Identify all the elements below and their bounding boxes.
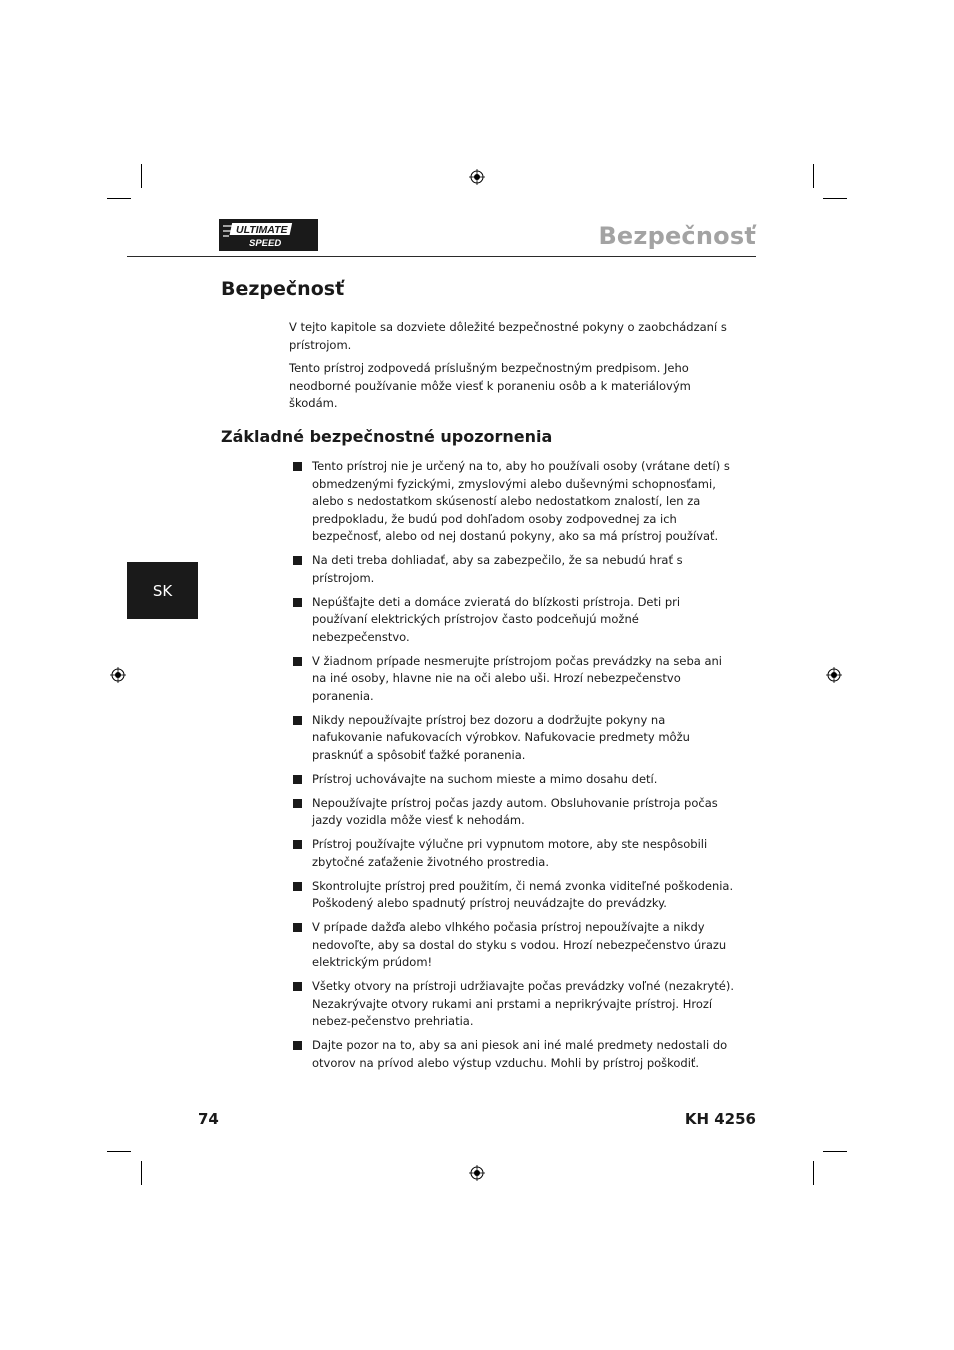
- square-bullet-icon: [293, 598, 302, 607]
- intro-text: [289, 319, 729, 419]
- square-bullet-icon: [293, 1041, 302, 1050]
- list-item: [293, 878, 736, 913]
- crop-mark-top-left-horizontal: [107, 198, 131, 199]
- square-bullet-icon: [293, 840, 302, 849]
- crop-mark-bottom-left-horizontal: [107, 1151, 131, 1152]
- crop-mark-bottom-right-vertical: [813, 1161, 814, 1185]
- crop-mark-top-right-vertical: [813, 164, 814, 188]
- list-item-text: Prístroj používajte výlučne pri vypnutom motore, aby ste nespôsobili zbytočné zaťaženie životného prostredia.: [312, 837, 708, 869]
- list-item: [293, 978, 736, 1031]
- list-item-text: Prístroj uchovávajte na suchom mieste a mimo dosahu detí.: [312, 771, 658, 786]
- square-bullet-icon: [293, 462, 302, 471]
- list-item: [293, 771, 736, 789]
- svg-text:ULTIMATE: ULTIMATE: [236, 224, 288, 236]
- svg-text:SPEED: SPEED: [249, 238, 282, 249]
- list-item: [293, 458, 736, 546]
- crop-mark-bottom-right-horizontal: [823, 1151, 847, 1152]
- language-tab-label: SK: [152, 581, 173, 600]
- list-item-text: Všetky otvory na prístroji udržiavajte počas prevádzky voľné (nezakryté). Nezakrývajte otvory rukami ani prstami a neprikrývajte prístroj. Hrozí nebez-pečenstvo prehriatia.: [312, 979, 735, 1028]
- list-item-text: Na deti treba dohliadať, aby sa zabezpečilo, že sa nebudú hrať s prístrojom.: [312, 553, 683, 585]
- list-item: [293, 919, 736, 972]
- registration-mark-icon: [110, 667, 126, 683]
- square-bullet-icon: [293, 923, 302, 932]
- square-bullet-icon: [293, 657, 302, 666]
- registration-mark-icon: [469, 169, 485, 185]
- square-bullet-icon: [293, 799, 302, 808]
- model-number: KH 4256: [684, 1110, 756, 1128]
- list-item: [293, 1037, 736, 1072]
- crop-mark-bottom-left-vertical: [141, 1161, 142, 1185]
- list-item: [293, 594, 736, 647]
- square-bullet-icon: [293, 716, 302, 725]
- list-item: [293, 552, 736, 587]
- registration-mark-icon: [826, 667, 842, 683]
- section-title: Základné bezpečnostné upozornenia: [221, 427, 553, 446]
- list-item-text: Nikdy nepoužívajte prístroj bez dozoru a dodržujte pokyny na nafukovanie nafukovacích výrobkov. Nafukovacie predmety môžu prasknúť a spôsobiť ťažké poranenia.: [312, 712, 690, 762]
- square-bullet-icon: [293, 775, 302, 784]
- square-bullet-icon: [293, 882, 302, 891]
- list-item-text: Nepúšťajte deti a domáce zvieratá do blízkosti prístroja. Deti pri používaní elektrických prístrojov často podceňujú možné nebezpečenstvo.: [312, 594, 681, 644]
- list-item: [293, 795, 736, 830]
- safety-instructions-list: [293, 458, 736, 1079]
- list-item: [293, 653, 736, 706]
- page-number: 74: [198, 1110, 219, 1128]
- list-item: [293, 836, 736, 871]
- list-item-text: Dajte pozor na to, aby sa ani piesok ani iné malé predmety nedostali do otvorov na prívod alebo výstup vzduchu. Mohli by prístroj poškodiť.: [312, 1038, 728, 1070]
- square-bullet-icon: [293, 982, 302, 991]
- intro-paragraph: V tejto kapitole sa dozviete dôležité bezpečnostné pokyny o zaobchádzaní s prístrojom.: [289, 320, 727, 352]
- list-item-text: Nepoužívajte prístroj počas jazdy autom. Obsluhovanie prístroja počas jazdy vozidla môže viesť k nehodám.: [312, 795, 718, 827]
- ultimate-speed-logo: [219, 219, 318, 251]
- language-tab: [127, 562, 198, 619]
- list-item-text: V žiadnom prípade nesmerujte prístrojom počas prevádzky na seba ani na iné osoby, hlavne nie na oči alebo uši. Hrozí nebezpečenstvo poranenia.: [312, 653, 722, 703]
- registration-mark-icon: [469, 1165, 485, 1181]
- list-item: [293, 712, 736, 765]
- intro-paragraph: Tento prístroj zodpovedá príslušným bezpečnostným predpisom. Jeho neodborné používanie môže viesť k poraneniu osôb a k materiálovým škodám.: [289, 361, 691, 410]
- list-item-text: Tento prístroj nie je určený na to, aby ho používali osoby (vrátane detí) s obmedzenými fyzickými, zmyslovými alebo duševnými schopnosťami, alebo s nedostatkom skúseností alebo nedostatkom znalostí, len za predpokladu, že budú pod dohľadom osoby zodpovednej za ich bezpečnosť, alebo od nej dostanú pokyny, ako sa má prístroj používať.: [312, 459, 730, 543]
- header-divider: [127, 256, 756, 257]
- list-item-text: Skontrolujte prístroj pred použitím, či nemá zvonka viditeľné poškodenia. Poškodený alebo spadnutý prístroj neuvádzajte do prevádzky.: [312, 878, 734, 910]
- crop-mark-top-right-horizontal: [823, 198, 847, 199]
- page-title: Bezpečnosť: [221, 278, 345, 300]
- crop-mark-top-left-vertical: [141, 164, 142, 188]
- list-item-text: V prípade dažďa alebo vlhkého počasia prístroj nepoužívajte a nikdy nedovoľte, aby sa dostal do styku s vodou. Hrozí nebezpečenstvo úrazu elektrickým prúdom!: [312, 920, 727, 969]
- square-bullet-icon: [293, 556, 302, 565]
- header-title: Bezpečnosť: [598, 222, 756, 250]
